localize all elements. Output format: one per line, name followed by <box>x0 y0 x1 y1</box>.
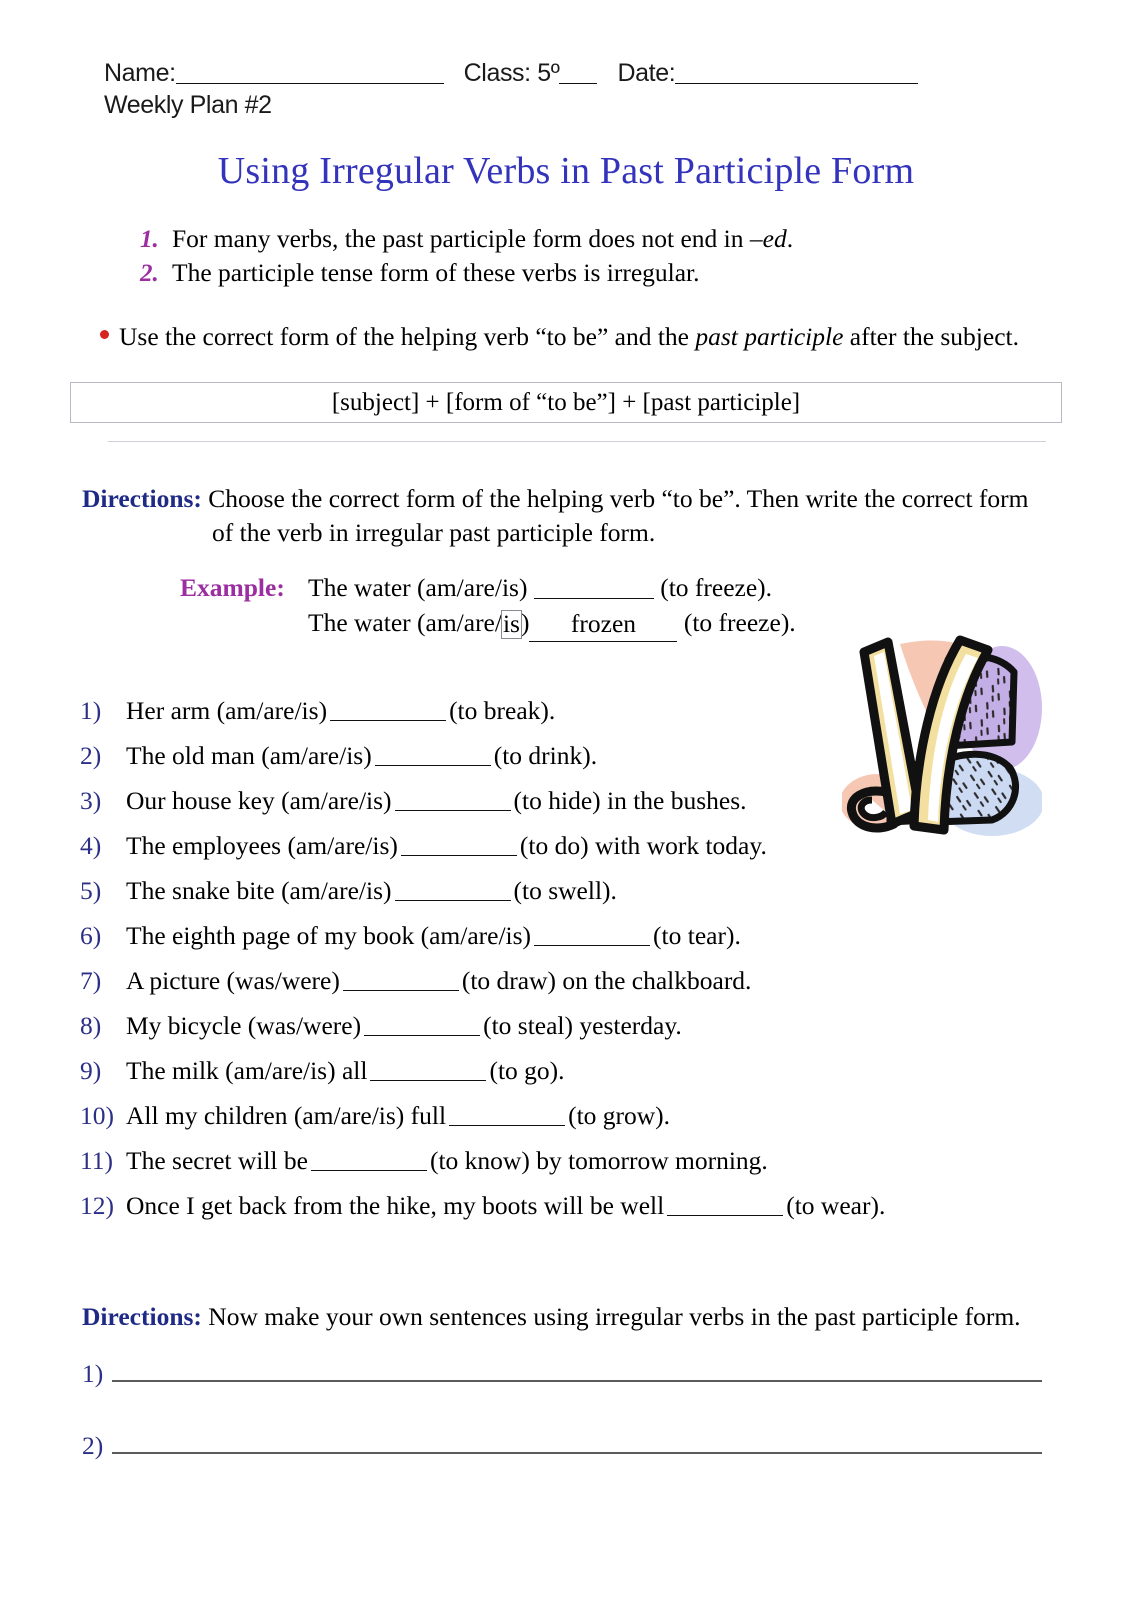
exercise-number: 10) <box>80 1101 114 1130</box>
exercise-item <box>80 1191 980 1236</box>
exercise-text-before: All my children (am/are/is) full <box>126 1101 447 1130</box>
exercise-blank[interactable] <box>667 1197 783 1216</box>
rule-text-before: For many verbs, the past participle form does not end in <box>172 224 750 253</box>
exercise-text-before: Our house key (am/are/is) <box>126 786 392 815</box>
rule-text <box>172 222 1040 255</box>
exercise-sentence <box>126 1146 980 1176</box>
date-label: Date: <box>617 59 676 87</box>
exercise-blank[interactable] <box>364 1017 480 1036</box>
exercise-text-after: (to go). <box>489 1056 565 1085</box>
exercise-text-after: (to wear). <box>786 1191 886 1220</box>
exercise-item <box>80 876 980 921</box>
exercise-sentence <box>126 831 980 861</box>
write-line-row <box>82 1430 1042 1502</box>
exercise-sentence <box>126 966 980 996</box>
exercise-sentence <box>126 696 980 726</box>
exercise-text-before: The eighth page of my book (am/are/is) <box>126 921 532 950</box>
exercise-text-after: (to tear). <box>653 921 741 950</box>
exercise-number: 8) <box>80 1011 102 1040</box>
rules-list <box>140 222 1040 290</box>
exercise-blank[interactable] <box>534 927 650 946</box>
exercise-number: 7) <box>80 966 102 995</box>
bullet-icon <box>100 330 109 339</box>
exercise-sentence <box>126 741 980 771</box>
example-answer-before: The water (am/are/ <box>308 608 502 637</box>
example-prompt-text <box>308 570 772 605</box>
rule-item <box>140 256 1040 290</box>
rule-number: 2. <box>140 260 159 287</box>
example-prompt-after: (to freeze). <box>653 573 773 602</box>
exercise-number: 12) <box>80 1191 114 1220</box>
exercise-item <box>80 786 980 831</box>
exercise-number: 1) <box>80 696 102 725</box>
rule-text-after: . <box>786 224 794 253</box>
date-blank[interactable] <box>675 83 918 84</box>
exercise-text-before: The employees (am/are/is) <box>126 831 398 860</box>
name-label: Name: <box>104 59 176 87</box>
exercise-item <box>80 921 980 966</box>
bullet-text-after: after the subject. <box>843 322 1019 351</box>
directions-section-one <box>82 482 1072 550</box>
section-divider <box>108 441 1046 442</box>
example-row-prompt <box>180 570 940 605</box>
exercise-text-before: My bicycle (was/were) <box>126 1011 362 1040</box>
directions-text-line1: Choose the correct form of the helping verb “to be”. Then write the correct form <box>208 484 1029 513</box>
write-line-number: 1) <box>82 1359 104 1388</box>
exercise-sentence <box>126 1191 980 1221</box>
exercise-text-after: (to hide) in the bushes. <box>513 786 747 815</box>
example-prompt-before: The water (am/are/is) <box>308 573 534 602</box>
formula-box <box>70 382 1062 423</box>
exercise-sentence <box>126 1011 980 1041</box>
rule-text <box>172 256 1040 289</box>
weekly-plan-label: Weekly Plan #2 <box>104 91 272 119</box>
page-title: Using Irregular Verbs in Past Participle Form <box>217 150 915 192</box>
exercise-sentence <box>126 876 980 906</box>
exercise-sentence <box>126 921 980 951</box>
exercise-item <box>80 741 980 786</box>
rule-number: 1. <box>140 226 159 253</box>
example-label: Example: <box>180 573 285 602</box>
exercise-text-before: A picture (was/were) <box>126 966 340 995</box>
example-block <box>180 570 940 642</box>
write-line-row <box>82 1358 1042 1430</box>
directions-text: Now make your own sentences using irregular verbs in the past participle form. <box>208 1302 1021 1331</box>
exercise-number: 9) <box>80 1056 102 1085</box>
directions-text-line2: of the verb in irregular past participle form. <box>212 518 656 547</box>
exercise-number: 2) <box>80 741 102 770</box>
exercise-blank[interactable] <box>330 702 446 721</box>
exercise-text-after: (to drink). <box>493 741 598 770</box>
exercise-text-after: (to know) by tomorrow morning. <box>429 1146 768 1175</box>
exercise-text-before: The secret will be <box>126 1146 308 1175</box>
exercise-list <box>80 696 980 1236</box>
exercise-text-before: The old man (am/are/is) <box>126 741 372 770</box>
exercise-number: 6) <box>80 921 102 950</box>
formula-text: [subject] + [form of “to be”] + [past participle] <box>331 388 801 416</box>
bullet-emphasis: past participle <box>695 322 844 351</box>
student-info-header <box>104 58 1064 121</box>
exercise-blank[interactable] <box>370 1062 486 1081</box>
write-line-blank[interactable] <box>112 1358 1042 1382</box>
exercise-number: 11) <box>80 1146 114 1175</box>
exercise-item <box>80 1146 980 1191</box>
example-answer-after: (to freeze). <box>677 608 796 637</box>
bullet-statement <box>100 320 1080 354</box>
exercise-item <box>80 696 980 741</box>
example-answer-blank: frozen <box>529 606 677 642</box>
directions-section-two <box>82 1300 1082 1334</box>
exercise-text-after: (to draw) on the chalkboard. <box>461 966 752 995</box>
directions-label: Directions: <box>82 1302 202 1331</box>
exercise-blank[interactable] <box>395 792 511 811</box>
exercise-blank[interactable] <box>375 747 491 766</box>
bullet-text <box>119 320 1019 354</box>
exercise-sentence <box>126 1101 980 1131</box>
exercise-item <box>80 1011 980 1056</box>
exercise-item <box>80 831 980 876</box>
class-blank[interactable] <box>559 83 597 84</box>
rule-text-before: The participle tense form of these verbs is irregular. <box>172 258 700 287</box>
exercise-sentence <box>126 1056 980 1086</box>
directions-label: Directions: <box>82 484 202 513</box>
exercise-text-before: The snake bite (am/are/is) <box>126 876 392 905</box>
example-row-answer <box>180 605 940 642</box>
exercise-item <box>80 1056 980 1101</box>
exercise-blank[interactable] <box>343 972 459 991</box>
write-line-number: 2) <box>82 1431 104 1460</box>
exercise-text-before: Once I get back from the hike, my boots will be well <box>126 1191 665 1220</box>
exercise-text-before: Her arm (am/are/is) <box>126 696 328 725</box>
exercise-text-after: (to do) with work today. <box>519 831 767 860</box>
name-blank[interactable] <box>176 83 444 84</box>
exercise-sentence <box>126 786 980 816</box>
exercise-number: 3) <box>80 786 102 815</box>
exercise-blank[interactable] <box>449 1107 565 1126</box>
header-fields-row <box>104 58 1064 89</box>
exercise-text-before: The milk (am/are/is) all <box>126 1056 368 1085</box>
rule-emphasis: –ed <box>749 224 787 253</box>
exercise-blank[interactable] <box>395 882 511 901</box>
bullet-text-before: Use the correct form of the helping verb “to be” and the <box>119 322 696 351</box>
exercise-number: 4) <box>80 831 102 860</box>
write-line-blank[interactable] <box>112 1430 1042 1454</box>
example-blank[interactable] <box>534 578 654 599</box>
write-your-own-list <box>82 1358 1042 1502</box>
example-answer-mid: ) <box>520 608 530 637</box>
exercise-text-after: (to grow). <box>568 1101 671 1130</box>
exercise-text-after: (to break). <box>449 696 556 725</box>
exercise-item <box>80 966 980 1011</box>
exercise-blank[interactable] <box>401 837 517 856</box>
exercise-blank[interactable] <box>311 1152 427 1171</box>
exercise-text-after: (to swell). <box>513 876 617 905</box>
example-answer-text <box>308 605 796 642</box>
exercise-number: 5) <box>80 876 102 905</box>
class-label: Class: 5º <box>463 59 560 87</box>
selected-helping-verb: is <box>502 609 520 638</box>
exercise-text-after: (to steal) yesterday. <box>483 1011 682 1040</box>
rule-item <box>140 222 1040 256</box>
exercise-item <box>80 1101 980 1146</box>
